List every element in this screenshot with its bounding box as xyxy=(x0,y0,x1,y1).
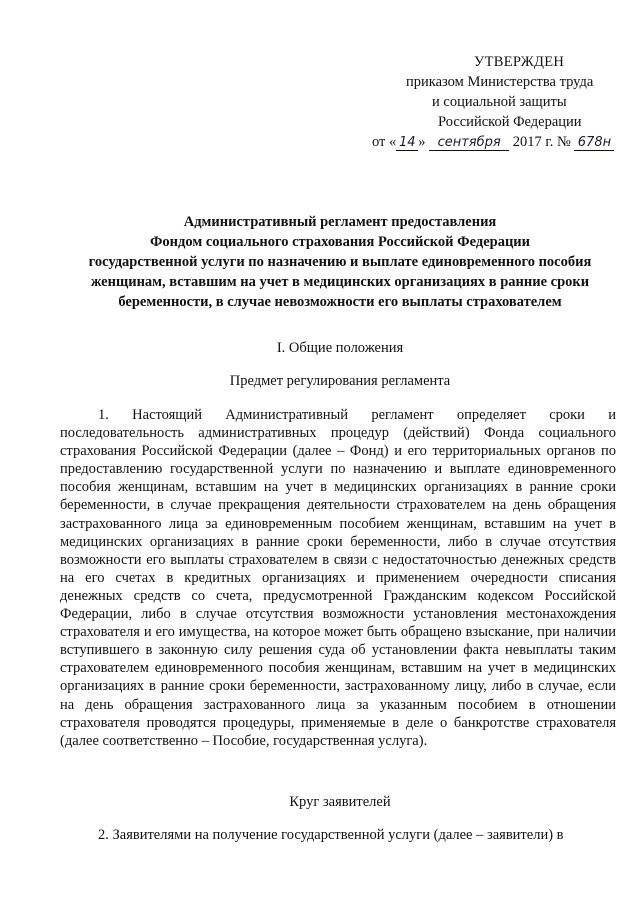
handwritten-order-number: 678н xyxy=(574,135,614,151)
document-title xyxy=(60,212,620,312)
paragraph-1: 1. Настоящий Административный регламент определяет сроки и последовательность административных процедур (действий) Фонда социального страхования Российской Федерации (далее – Фонд) и его территориальных органов по предоставлению государственной услуги по назначению и выплате единовременного пособия женщинам, вставшим на учет в медицинских организациях в ранние сроки беременности, в случае прекращения деятельности страхователем на день обращения застрахованного лица за единовременным пособием женщинам, вставшим на учет в медицинских организациях в ранние сроки беременности, либо в случае отсутствия возможности его выплаты страхователем в связи с недостаточностью денежных средств на его счетах в кредитных организациях и применением очередности списания денежных средств со счета, предусмотренной Гражданским кодексом Российской Федерации, либо в случае отсутствия возможности установления местонахождения страхователя и его имущества, на которое может быть обращено взыскание, при наличии вступившего в законную силу решения суда об установлении факта невыплаты таким страхователем единовременного пособия женщинам, вставшим на учет в медицинских организациях в ранние сроки беременности, застрахованному лицу, либо в случае, если на день обращения застрахованного лица за указанным пособием в отношении страхователя проводятся процедуры, применяемые в деле о банкротстве страхователя (далее соответственно – Пособие, государственная услуга). xyxy=(60,407,616,749)
approval-stamp xyxy=(372,52,628,152)
date-prefix: от « xyxy=(372,134,397,150)
date-quote-close: » xyxy=(418,134,426,150)
handwritten-day: 14 xyxy=(396,135,418,151)
subsection-heading-applicants: Круг заявителей xyxy=(289,794,391,810)
title-line-4: женщинам, вставшим на учет в медицинских организациях в ранние сроки xyxy=(90,274,590,290)
title-line-1: Административный регламент предоставления xyxy=(183,214,497,230)
order-date-line xyxy=(372,132,628,152)
approved-line-3: Российской Федерации xyxy=(438,114,582,130)
approved-label: УТВЕРЖДЕН xyxy=(474,54,565,70)
year-text: 2017 г. № xyxy=(512,134,571,150)
title-line-5: беременности, в случае невозможности его выплаты страхователем xyxy=(118,294,562,310)
subsection-heading: Предмет регулирования регламента xyxy=(229,373,451,389)
title-line-2: Фондом социального страхования Российской Федерации xyxy=(149,234,531,250)
section-heading: I. Общие положения xyxy=(276,340,404,356)
handwritten-month: сентября xyxy=(429,135,509,151)
approved-line-1: приказом Министерства труда xyxy=(406,74,594,90)
approved-line-2: и социальной защиты xyxy=(432,94,567,110)
title-line-3: государственной услуги по назначению и выплате единовременного пособия xyxy=(88,254,592,270)
paragraph-2: 2. Заявителями на получение государственной услуги (далее – заявители) в xyxy=(98,827,564,843)
